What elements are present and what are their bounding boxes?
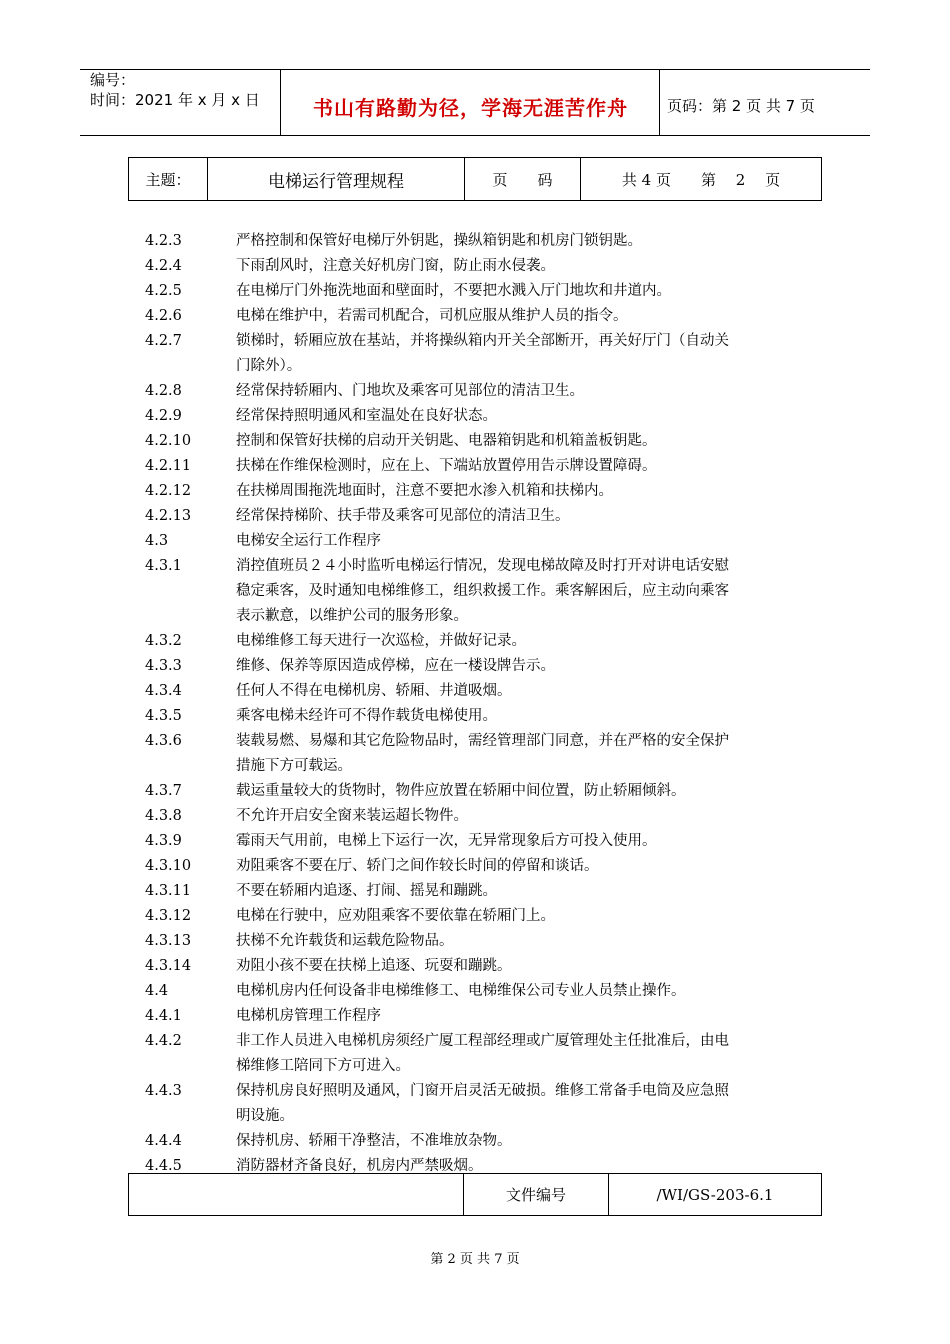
item-text: 不允许开启安全窗来装运超长物件。 [236, 808, 468, 824]
list-item [145, 554, 815, 579]
item-text: 下雨刮风时，注意关好机房门窗，防止雨水侵袭。 [236, 258, 555, 274]
item-text: 控制和保管好扶梯的启动开关钥匙、电器箱钥匙和机箱盖板钥匙。 [236, 433, 657, 449]
motto: 书山有路勤为径，学海无涯苦作舟 [313, 96, 628, 120]
empty-cell [129, 1174, 464, 1216]
item-text: 在电梯厅门外拖洗地面和壁面时，不要把水溅入厅门地坎和井道内。 [236, 283, 671, 299]
item-number [145, 579, 236, 604]
list-item [145, 929, 815, 954]
list-item [145, 729, 815, 754]
item-text: 不要在轿厢内追逐、打闹、摇晃和蹦跳。 [236, 883, 497, 899]
item-number: 4.4.2 [145, 1033, 182, 1049]
list-item [145, 304, 815, 329]
list-item [145, 429, 815, 454]
list-item [145, 229, 815, 254]
doc-number-value: /WI/GS-203-6.1 [609, 1174, 822, 1216]
item-number: 4.3.3 [145, 658, 182, 674]
document-number-table [128, 1173, 822, 1216]
item-text: 劝阻小孩不要在扶梯上追逐、玩耍和蹦跳。 [236, 958, 512, 974]
item-number: 4.4.5 [145, 1158, 182, 1174]
header-divider-2 [659, 69, 660, 136]
item-number: 4.3.5 [145, 708, 182, 724]
item-number: 4.3 [145, 533, 169, 549]
item-text: 经常保持轿厢内、门地坎及乘客可见部位的清洁卫生。 [236, 383, 584, 399]
item-text: 扶梯不允许载货和运载危险物品。 [236, 933, 454, 949]
header-divider-1 [280, 69, 281, 136]
item-text: 在扶梯周围拖洗地面时，注意不要把水渗入机箱和扶梯内。 [236, 483, 613, 499]
item-text: 消防器材齐备良好，机房内严禁吸烟。 [236, 1158, 483, 1174]
list-item [145, 654, 815, 679]
subject-value: 电梯运行管理规程 [208, 158, 465, 201]
item-number: 4.2.11 [145, 458, 192, 474]
header-page-info: 页码：第 2 页 共 7 页 [667, 97, 815, 115]
item-text: 任何人不得在电梯机房、轿厢、井道吸烟。 [236, 683, 512, 699]
item-text: 非工作人员进入电梯机房须经广厦工程部经理或广厦管理处主任批准后，由电 [236, 1033, 729, 1049]
item-text: 保持机房、轿厢干净整洁，不准堆放杂物。 [236, 1133, 512, 1149]
item-number: 4.2.10 [145, 433, 192, 449]
item-number [145, 754, 236, 779]
list-item [145, 679, 815, 704]
item-text: 劝阻乘客不要在厅、轿门之间作较长时间的停留和谈话。 [236, 858, 599, 874]
item-text: 门除外）。 [236, 358, 302, 374]
item-number: 4.4.3 [145, 1083, 182, 1099]
list-item [145, 404, 815, 429]
item-number: 4.2.3 [145, 233, 182, 249]
item-number: 4.3.13 [145, 933, 192, 949]
list-item [145, 754, 815, 779]
list-item [145, 329, 815, 354]
item-text: 表示歉意，以维护公司的服务形象。 [236, 608, 468, 624]
page-label: 页 码 [465, 158, 581, 201]
header-bottom-rule [80, 135, 870, 136]
item-text: 乘客电梯未经许可不得作载货电梯使用。 [236, 708, 497, 724]
list-item [145, 979, 815, 1004]
item-text: 梯维修工陪同下方可进入。 [236, 1058, 410, 1074]
item-number: 4.3.10 [145, 858, 192, 874]
list-item [145, 1004, 815, 1029]
item-number: 4.2.5 [145, 283, 182, 299]
item-number [145, 604, 236, 629]
list-item [145, 579, 815, 604]
item-text: 载运重量较大的货物时，物件应放置在轿厢中间位置，防止轿厢倾斜。 [236, 783, 686, 799]
item-text: 经常保持照明通风和室温处在良好状态。 [236, 408, 497, 424]
item-number [145, 1104, 236, 1129]
item-number: 4.3.1 [145, 558, 182, 574]
item-text: 严格控制和保管好电梯厅外钥匙，操纵箱钥匙和机房门锁钥匙。 [236, 233, 642, 249]
item-number: 4.3.9 [145, 833, 182, 849]
item-number: 4.2.9 [145, 408, 182, 424]
item-number: 4.3.14 [145, 958, 192, 974]
item-text: 保持机房良好照明及通风，门窗开启灵活无破损。维修工常备手电筒及应急照 [236, 1083, 729, 1099]
page-footer: 第 2 页 共 7 页 [430, 1252, 520, 1267]
item-number: 4.4.4 [145, 1133, 182, 1149]
item-number: 4.2.12 [145, 483, 192, 499]
item-number: 4.2.4 [145, 258, 182, 274]
item-text: 电梯维修工每天进行一次巡检，并做好记录。 [236, 633, 526, 649]
item-number: 4.2.8 [145, 383, 182, 399]
page-value: 共 4 页 第 2 页 [581, 158, 822, 201]
list-item [145, 379, 815, 404]
item-text: 电梯机房内任何设备非电梯维修工、电梯维保公司专业人员禁止操作。 [236, 983, 686, 999]
subject-label: 主题： [129, 158, 208, 201]
item-text: 电梯机房管理工作程序 [236, 1008, 381, 1024]
list-item [145, 1029, 815, 1054]
list-item [145, 354, 815, 379]
list-item [145, 804, 815, 829]
item-text: 措施下方可载运。 [236, 758, 352, 774]
list-item [145, 454, 815, 479]
item-text: 电梯在行驶中，应劝阻乘客不要依靠在轿厢门上。 [236, 908, 555, 924]
list-item [145, 279, 815, 304]
item-number: 4.3.7 [145, 783, 182, 799]
list-item [145, 629, 815, 654]
header-meta [90, 70, 260, 110]
list-item [145, 254, 815, 279]
item-number: 4.4 [145, 983, 169, 999]
item-number: 4.3.8 [145, 808, 182, 824]
item-number [145, 354, 236, 379]
item-text: 维修、保养等原因造成停梯，应在一楼设牌告示。 [236, 658, 555, 674]
list-item [145, 504, 815, 529]
list-item [145, 904, 815, 929]
code-label: 编号： [90, 71, 136, 89]
item-number: 4.2.6 [145, 308, 182, 324]
list-item [145, 1054, 815, 1079]
list-item [145, 1079, 815, 1104]
doc-number-label: 文件编号 [464, 1174, 609, 1216]
list-item [145, 1104, 815, 1129]
list-item [145, 779, 815, 804]
list-item [145, 604, 815, 629]
item-number: 4.3.4 [145, 683, 182, 699]
list-item [145, 954, 815, 979]
list-item [145, 829, 815, 854]
list-item [145, 1129, 815, 1154]
item-text: 电梯安全运行工作程序 [236, 533, 381, 549]
list-item [145, 704, 815, 729]
item-number [145, 1054, 236, 1079]
item-number: 4.2.7 [145, 333, 182, 349]
item-number: 4.3.6 [145, 733, 182, 749]
item-text: 电梯在维护中，若需司机配合，司机应服从维护人员的指令。 [236, 308, 628, 324]
item-number: 4.3.11 [145, 883, 192, 899]
item-text: 锁梯时，轿厢应放在基站，并将操纵箱内开关全部断开，再关好厅门（自动关 [236, 333, 729, 349]
item-text: 经常保持梯阶、扶手带及乘客可见部位的清洁卫生。 [236, 508, 570, 524]
item-number: 4.3.2 [145, 633, 182, 649]
list-item [145, 529, 815, 554]
item-number: 4.2.13 [145, 508, 192, 524]
date-line: 时间：2021 年 x 月 x 日 [90, 91, 260, 109]
list-item [145, 479, 815, 504]
item-text: 扶梯在作维保检测时，应在上、下端站放置停用告示牌设置障碍。 [236, 458, 657, 474]
item-number: 4.4.1 [145, 1008, 182, 1024]
list-item [145, 879, 815, 904]
item-text: 稳定乘客，及时通知电梯维修工，组织救援工作。乘客解困后，应主动向乘客 [236, 583, 729, 599]
item-text: 明设施。 [236, 1108, 294, 1124]
procedure-list [145, 229, 815, 1179]
item-number: 4.3.12 [145, 908, 192, 924]
list-item [145, 854, 815, 879]
item-text: 霉雨天气用前，电梯上下运行一次，无异常现象后方可投入使用。 [236, 833, 657, 849]
item-text: 装载易燃、易爆和其它危险物品时，需经管理部门同意，并在严格的安全保护 [236, 733, 729, 749]
title-table [128, 157, 822, 201]
item-text: 消控值班员２４小时监听电梯运行情况，发现电梯故障及时打开对讲电话安慰 [236, 558, 729, 574]
